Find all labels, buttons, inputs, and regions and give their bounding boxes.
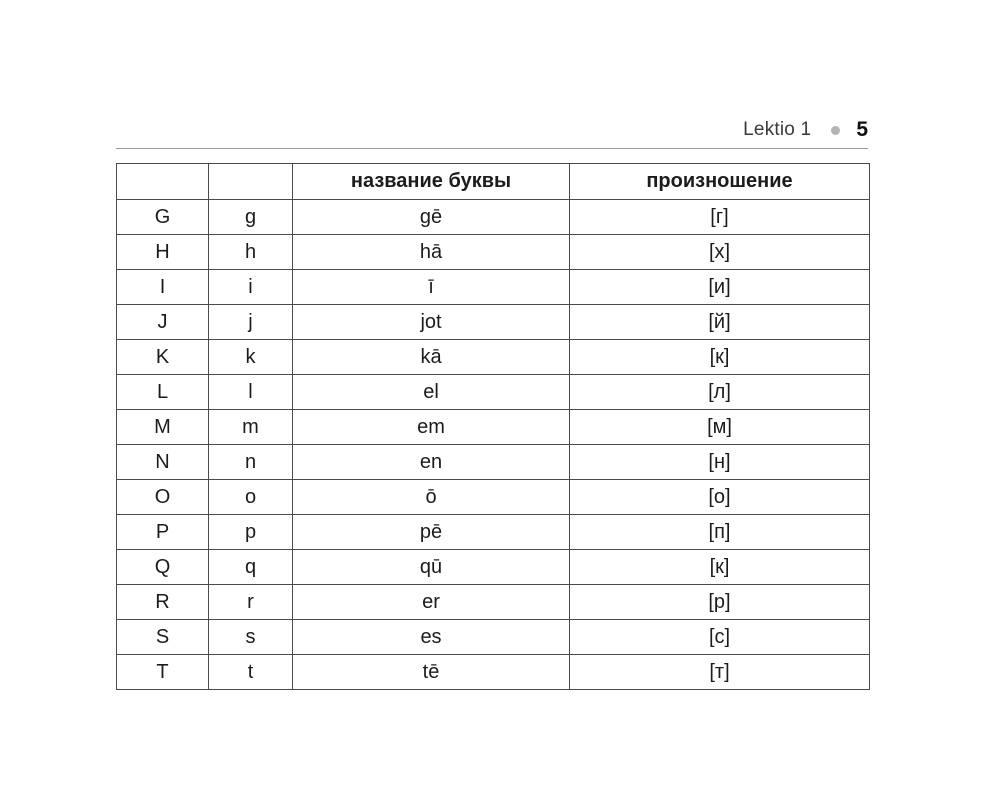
letter-name: el [293, 375, 570, 410]
letter-name: gē [293, 200, 570, 235]
letter-name: tē [293, 655, 570, 690]
letter-name: ī [293, 270, 570, 305]
pronunciation: [р] [570, 585, 870, 620]
lowercase-letter: g [209, 200, 293, 235]
lowercase-letter: p [209, 515, 293, 550]
letter-name: em [293, 410, 570, 445]
separator-dot [831, 126, 840, 135]
table-row [117, 515, 870, 550]
table-row [117, 270, 870, 305]
uppercase-letter: P [117, 515, 209, 550]
table-row [117, 340, 870, 375]
uppercase-letter: Q [117, 550, 209, 585]
uppercase-letter: H [117, 235, 209, 270]
letter-name: qū [293, 550, 570, 585]
letter-name: kā [293, 340, 570, 375]
pronunciation: [х] [570, 235, 870, 270]
table-row [117, 655, 870, 690]
pronunciation: [г] [570, 200, 870, 235]
table-row [117, 375, 870, 410]
uppercase-letter: O [117, 480, 209, 515]
page-number: 5 [856, 118, 868, 141]
running-head [116, 114, 868, 149]
pronunciation: [н] [570, 445, 870, 480]
uppercase-letter: K [117, 340, 209, 375]
pronunciation: [и] [570, 270, 870, 305]
uppercase-letter: M [117, 410, 209, 445]
lowercase-letter: m [209, 410, 293, 445]
running-head-content [743, 118, 868, 142]
lowercase-letter: s [209, 620, 293, 655]
lowercase-letter: j [209, 305, 293, 340]
lowercase-letter: t [209, 655, 293, 690]
lowercase-letter: i [209, 270, 293, 305]
uppercase-letter: S [117, 620, 209, 655]
header-lowercase [209, 164, 293, 200]
letter-name: ō [293, 480, 570, 515]
lowercase-letter: l [209, 375, 293, 410]
lowercase-letter: q [209, 550, 293, 585]
lowercase-letter: h [209, 235, 293, 270]
table-row [117, 480, 870, 515]
table-row [117, 235, 870, 270]
letter-name: en [293, 445, 570, 480]
table-row [117, 585, 870, 620]
letter-name: pē [293, 515, 570, 550]
pronunciation: [п] [570, 515, 870, 550]
letter-name: jot [293, 305, 570, 340]
header-uppercase [117, 164, 209, 200]
alphabet-table [116, 163, 870, 690]
letter-name: es [293, 620, 570, 655]
table-row [117, 410, 870, 445]
pronunciation: [к] [570, 340, 870, 375]
uppercase-letter: R [117, 585, 209, 620]
pronunciation: [т] [570, 655, 870, 690]
table-row [117, 620, 870, 655]
lowercase-letter: k [209, 340, 293, 375]
pronunciation: [к] [570, 550, 870, 585]
section-label: Lektio 1 [743, 119, 812, 140]
pronunciation: [й] [570, 305, 870, 340]
lowercase-letter: r [209, 585, 293, 620]
lowercase-letter: o [209, 480, 293, 515]
pronunciation: [о] [570, 480, 870, 515]
uppercase-letter: N [117, 445, 209, 480]
lowercase-letter: n [209, 445, 293, 480]
table-header-row [117, 164, 870, 200]
table-row [117, 305, 870, 340]
table-body [117, 200, 870, 690]
letter-name: er [293, 585, 570, 620]
uppercase-letter: G [117, 200, 209, 235]
uppercase-letter: J [117, 305, 209, 340]
pronunciation: [м] [570, 410, 870, 445]
pronunciation: [с] [570, 620, 870, 655]
header-letter-name: название буквы [293, 164, 570, 200]
uppercase-letter: L [117, 375, 209, 410]
pronunciation: [л] [570, 375, 870, 410]
uppercase-letter: I [117, 270, 209, 305]
table-row [117, 550, 870, 585]
header-pronunciation: произношение [570, 164, 870, 200]
uppercase-letter: T [117, 655, 209, 690]
table-row [117, 445, 870, 480]
letter-name: hā [293, 235, 570, 270]
table-row [117, 200, 870, 235]
